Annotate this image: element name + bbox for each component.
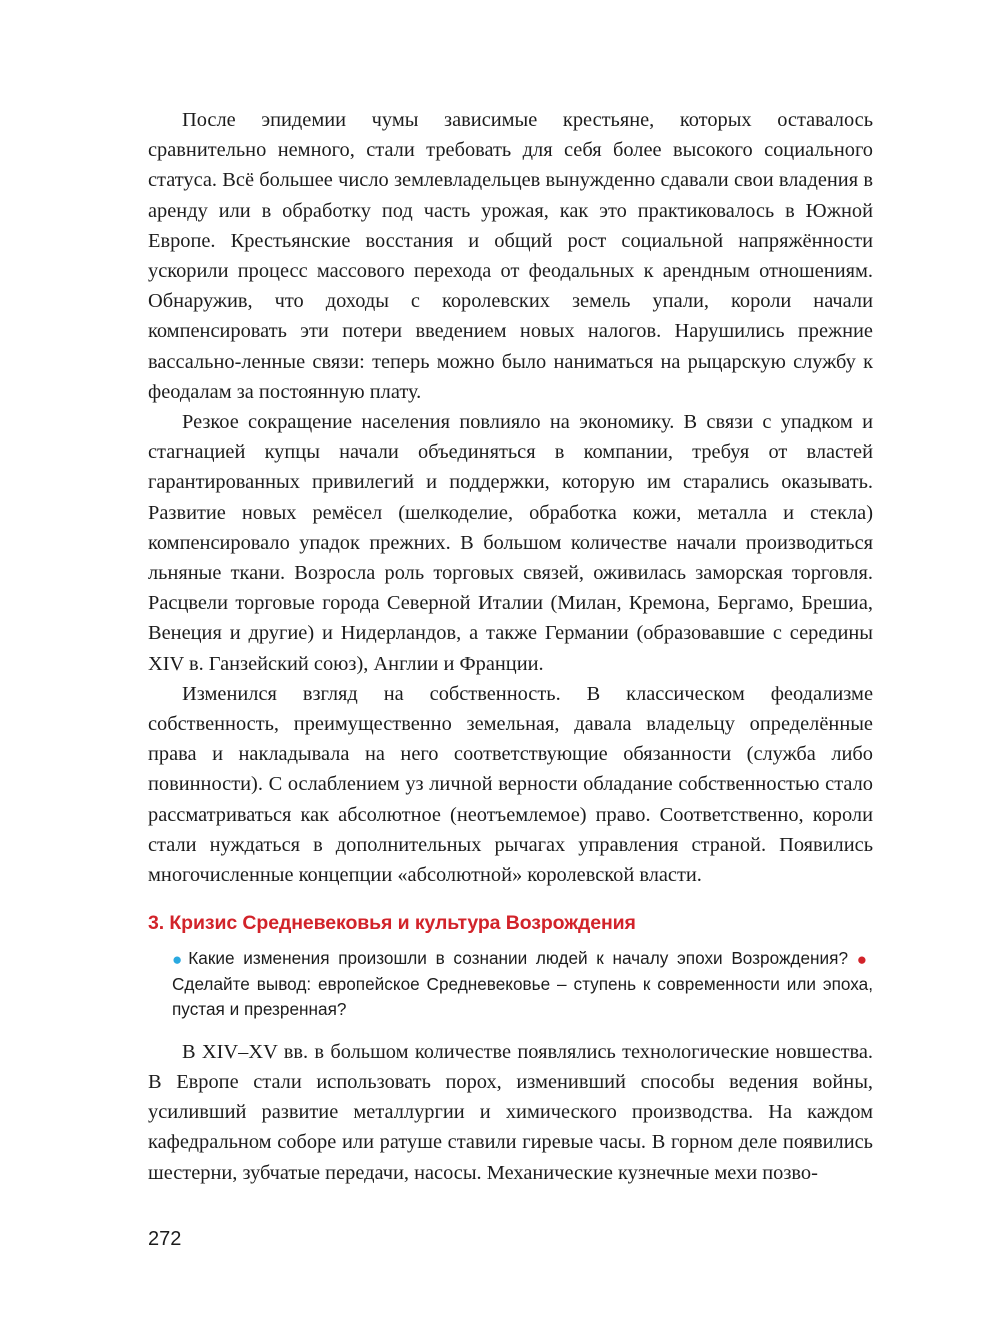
question-block: [148, 946, 873, 1023]
bullet-red-icon: ●: [856, 950, 867, 970]
paragraph-3: Изменился взгляд на собственность. В классическом феодализме собственность, преимущественно земельная, давала владельцу определённые права и накладывала на него соответствующие обязанности (служба либо повинности). С ослаблением уз личной верности обладание собственностью стало рассматриваться как абсолютное (неотъемлемое) право. Соответственно, короли стали нуждаться в дополнительных рычагах управления страной. Появились многочисленные концепции «абсолютной» королевской власти.: [148, 682, 873, 887]
paragraph-4: В XIV–XV вв. в большом количестве появлялись технологические новшества. В Европе стали использовать порох, изменивший способы ведения войны, усиливший развитие металлургии и химического производства. На каждом кафедральном соборе или ратуше ставили гиревые часы. В горном деле появились шестерни, зубчатые передачи, насосы. Механические кузнечные мехи позво-: [148, 1040, 873, 1184]
paragraph-2: Резкое сокращение населения повлияло на экономику. В связи с упадком и стагнацией купцы начали объединяться в компании, требуя от властей гарантированных привилегий и поддержки, которую им старались оказывать. Развитие новых ремёсел (шелкоделие, обработка кожи, металла и стекла) компенсировало упадок прежних. В большом количестве начали производиться льняные ткани. Возросла роль торговых связей, оживилась заморская торговля. Расцвели торговые города Северной Италии (Милан, Кремона, Бергамо, Брешиа, Венеция и другие) и Нидерландов, а также Германии (образовавшие с середины XIV в. Ганзейский союз), Англии и Франции.: [148, 411, 873, 675]
paragraph-1: После эпидемии чумы зависимые крестьяне, которых оставалось сравнительно немного, стали требовать для себя более высокого социального статуса. Всё большее число землевладельцев вынужденно сдавали свои владения в аренду или в обработку под часть урожая, как это практиковалось в Южной Европе. Крестьянские восстания и общий рост социальной напряжённости ускорили процесс массового перехода от феодальных к арендным отношениям. Обнаружив, что доходы с королевских земель упали, короли начали компенсировать эти потери введением новых налогов. Нарушились прежние вассально-ленные связи: теперь можно было наниматься на рыцарскую службу к феодалам за постоянную плату.: [148, 109, 873, 403]
question-1: Какие изменения произошли в сознании людей к началу эпохи Возрождения?: [188, 948, 849, 969]
question-2: Сделайте вывод: европейское Средневековье – ступень к современности или эпоха, пустая и презренная?: [172, 973, 873, 1020]
page-number: 272: [148, 1228, 182, 1250]
section-heading: 3. Кризис Средневековья и культура Возрождения: [148, 912, 636, 935]
bullet-blue-icon: ●: [172, 950, 183, 970]
